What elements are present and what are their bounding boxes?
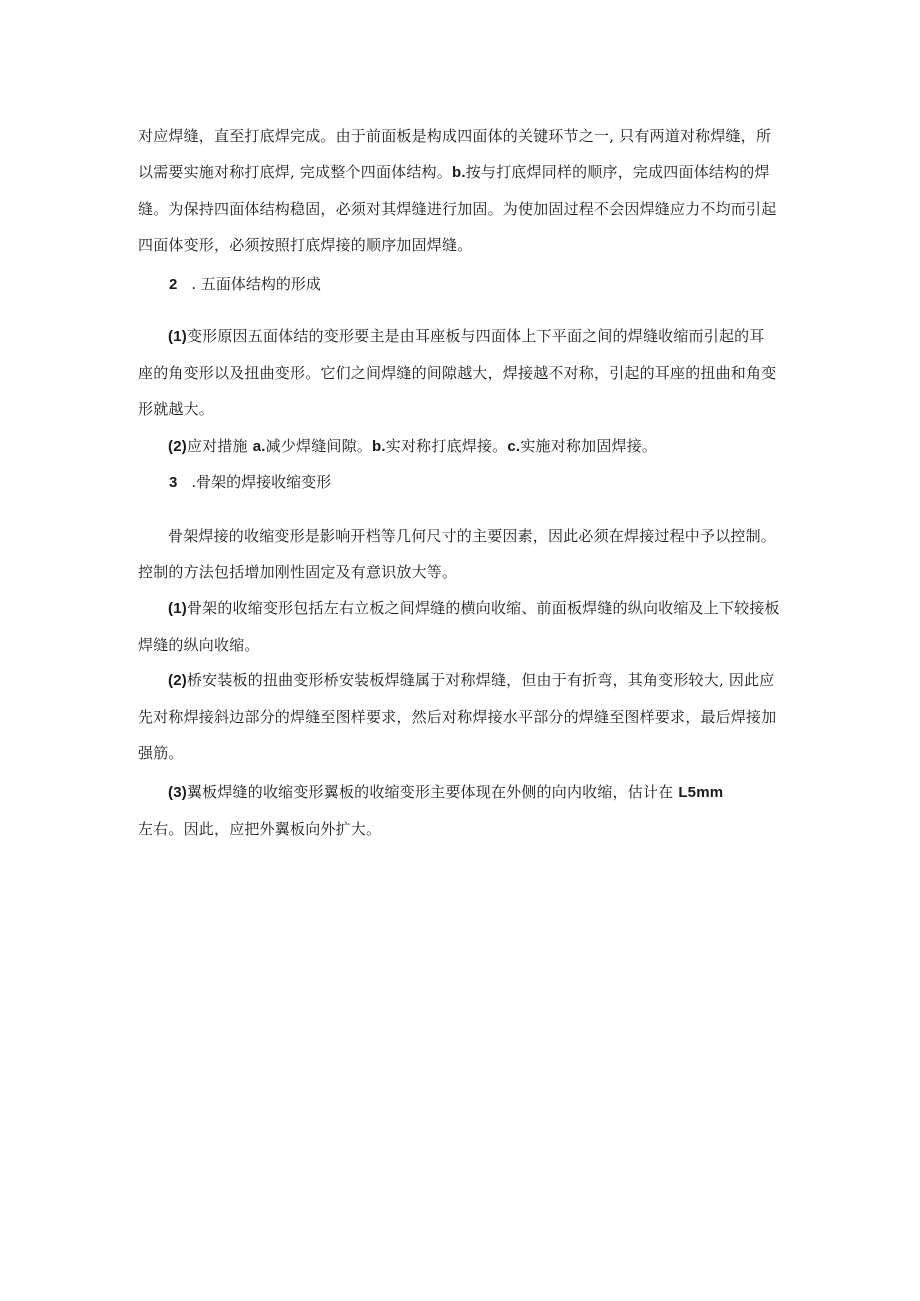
text-line: 焊缝的纵向收缩。 (138, 636, 260, 654)
text-line (138, 662, 788, 699)
list-marker: b. (451, 164, 466, 181)
text-line: 先对称焊接斜边部分的焊缝至图样要求，然后对称焊接水平部分的焊缝至图样要求，最后焊接加 (138, 708, 777, 726)
item-label: (2) (168, 672, 187, 689)
text-line: 形就越大。 (138, 400, 215, 418)
text-line (138, 154, 788, 191)
text-line: 对应焊缝，直至打底焊完成。由于前面板是构成四面体的关键环节之一, 只有两道对称焊缝，所 (138, 127, 772, 145)
paragraph-deformation-cause (138, 318, 788, 427)
text-line (138, 590, 788, 627)
text-line (138, 774, 788, 811)
text-span: 以需要实施对称打底焊, 完成整个四面体结构。 (138, 163, 452, 181)
paragraph-four-face-welding (138, 118, 788, 263)
text-span: 变形原因五面体结的变形要主是由耳座板与四面体上下平面之间的焊缝收缩而引起的耳 (186, 327, 765, 345)
text-span: 实对称打底焊接。 (385, 437, 508, 455)
text-line: 控制的方法包括增加刚性固定及有意识放大等。 (138, 563, 458, 581)
list-marker: c. (507, 438, 521, 455)
section-heading-3 (169, 470, 331, 495)
section-title: . 五面体结构的形成 (191, 275, 321, 293)
paragraph-wing-plate (138, 774, 788, 847)
section-heading-2 (169, 272, 321, 297)
text-line: 骨架焊接的收缩变形是影响开档等几何尺寸的主要因素，因此必须在焊接过程中予以控制。 (168, 527, 777, 545)
paragraph-countermeasures (138, 428, 788, 465)
text-span: 实施对称加固焊接。 (520, 437, 658, 455)
measurement-value: L5mm (678, 784, 724, 801)
text-line: 四面体变形，必须按照打底焊接的顺序加固焊缝。 (138, 236, 473, 254)
text-line (138, 318, 788, 355)
text-span: 骨架的收缩变形包括左右立板之间焊缝的横向收缩、前面板焊缝的纵向收缩及上下较接板 (186, 599, 780, 617)
item-label: (3) (168, 784, 187, 801)
text-line: 强筋。 (138, 744, 184, 762)
section-title: .骨架的焊接收缩变形 (191, 473, 332, 491)
text-span: 桥安装板的扭曲变形桥安装板焊缝属于对称焊缝，但由于有折弯，其角变形较大, 因此应 (186, 671, 775, 689)
paragraph-bridge-plate (138, 662, 788, 771)
paragraph-skeleton-shrinkage (138, 518, 788, 590)
text-span: 应对措施 (186, 437, 253, 455)
item-label: (1) (168, 328, 187, 345)
text-line: 座的角变形以及扭曲变形。它们之间焊缝的间隙越大，焊接越不对称，引起的耳座的扭曲和角变 (138, 364, 777, 382)
text-line: 缝。为保持四面体结构稳固，必须对其焊缝进行加固。为使加固过程不会因焊缝应力不均而引起 (138, 200, 777, 218)
paragraph-skeleton-deformation (138, 590, 788, 663)
text-line (138, 428, 788, 465)
text-line: 左右。因此，应把外翼板向外扩大。 (138, 820, 382, 838)
text-span: 翼板焊缝的收缩变形翼板的收缩变形主要体现在外侧的向内收缩，估计在 (186, 783, 679, 801)
list-marker: a. (252, 438, 266, 455)
list-marker: b. (372, 438, 386, 455)
section-number: 2 (169, 276, 178, 293)
text-span: 减少焊缝间隙。 (265, 437, 373, 455)
text-span: 按与打底焊同样的顺序，完成四面体结构的焊 (465, 163, 770, 181)
item-label: (2) (168, 438, 187, 455)
item-label: (1) (168, 600, 187, 617)
section-number: 3 (169, 474, 178, 491)
